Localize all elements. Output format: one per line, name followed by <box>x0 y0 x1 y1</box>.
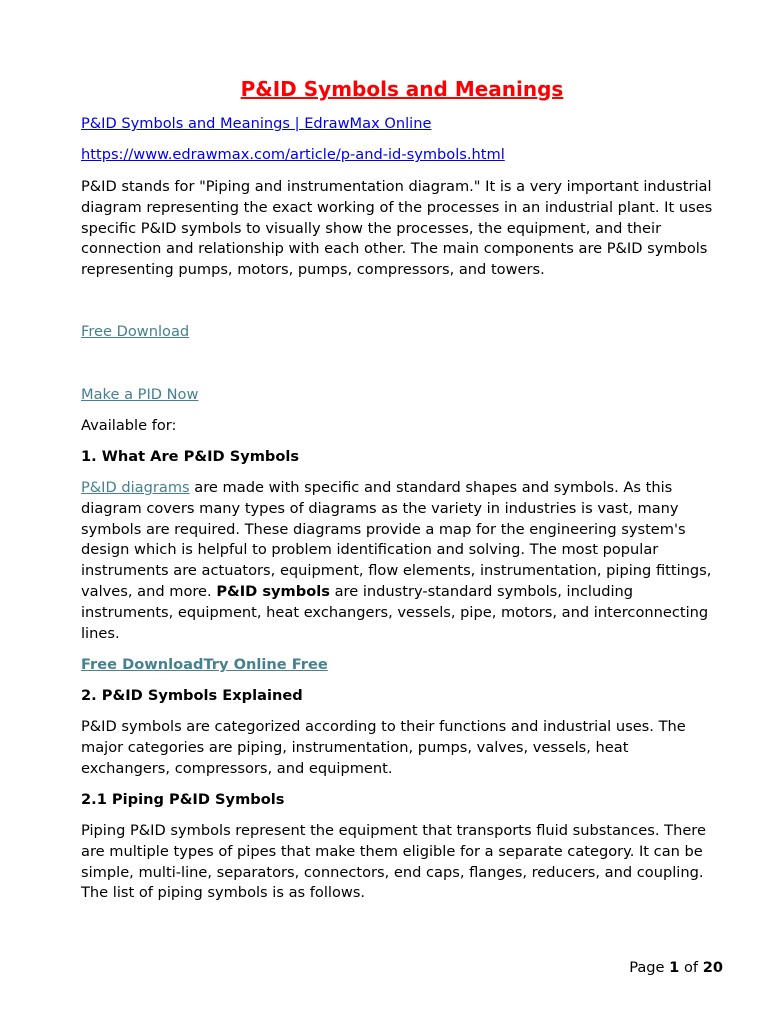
footer-of-word: of <box>683 959 699 976</box>
section1-heading: 1. What Are P&ID Symbols <box>81 448 300 465</box>
page-title: P&ID Symbols and Meanings <box>240 77 564 101</box>
cta-try-online-link[interactable]: Try Online Free <box>203 656 328 673</box>
section1-bold-term: P&ID symbols <box>216 582 330 600</box>
intro-paragraph: P&ID stands for "Piping and instrumentation diagram." It is a very important industrial diagram representing the exact working of the processes in an industrial plant. It uses specific P&ID symbols to visually show the processes, the equipment, and their connection and relationship with each other. The main components are P&ID symbols representing pumps, motors, pumps, compressors, and towers. <box>81 178 713 279</box>
cta-row <box>81 655 721 676</box>
make-pid-link[interactable]: Make a PID Now <box>81 386 199 403</box>
section1-text-a: are made with specific and standard shapes and symbols. As this diagram covers many types of diagrams as the variety in industries is vast, many symbols are required. These diagrams provide a map for the engineering system's design which is helpful to problem identification and solving. The most popular instruments are actuators, equipment, flow elements, instrumentation, piping fittings, valves, and more. <box>81 479 712 600</box>
source-url-link[interactable]: https://www.edrawmax.com/article/p-and-id-symbols.html <box>81 146 505 163</box>
section21-heading: 2.1 Piping P&ID Symbols <box>81 791 285 808</box>
section2-heading: 2. P&ID Symbols Explained <box>81 687 303 704</box>
footer-current-page: 1 <box>669 959 680 976</box>
available-for-label: Available for: <box>81 417 177 434</box>
section21-paragraph: Piping P&ID symbols represent the equipment that transports fluid substances. There are multiple types of pipes that make them eligible for a separate category. It can be simple, multi-line, separators, connectors, end caps, flanges, reducers, and coupling. The list of piping symbols is as follows. <box>81 822 706 902</box>
free-download-link[interactable]: Free Download <box>81 323 190 340</box>
section1-text-b: are industry-standard symbols, including instruments, equipment, heat exchangers, vessels, pipe, motors, and interconnecting lines. <box>81 582 709 642</box>
section1-paragraph <box>81 478 717 644</box>
footer-page-word: Page <box>629 959 665 976</box>
pid-diagrams-link[interactable]: P&ID diagrams <box>81 479 190 496</box>
cta-free-download-link[interactable]: Free Download <box>81 656 204 673</box>
footer-total-pages: 20 <box>702 959 723 976</box>
page-number-footer <box>629 958 723 979</box>
section2-paragraph: P&ID symbols are categorized according to their functions and industrial uses. The major categories are piping, instrumentation, pumps, valves, vessels, heat exchangers, compressors, and equipment. <box>81 718 686 777</box>
source-article-link[interactable]: P&ID Symbols and Meanings | EdrawMax Online <box>81 115 432 132</box>
